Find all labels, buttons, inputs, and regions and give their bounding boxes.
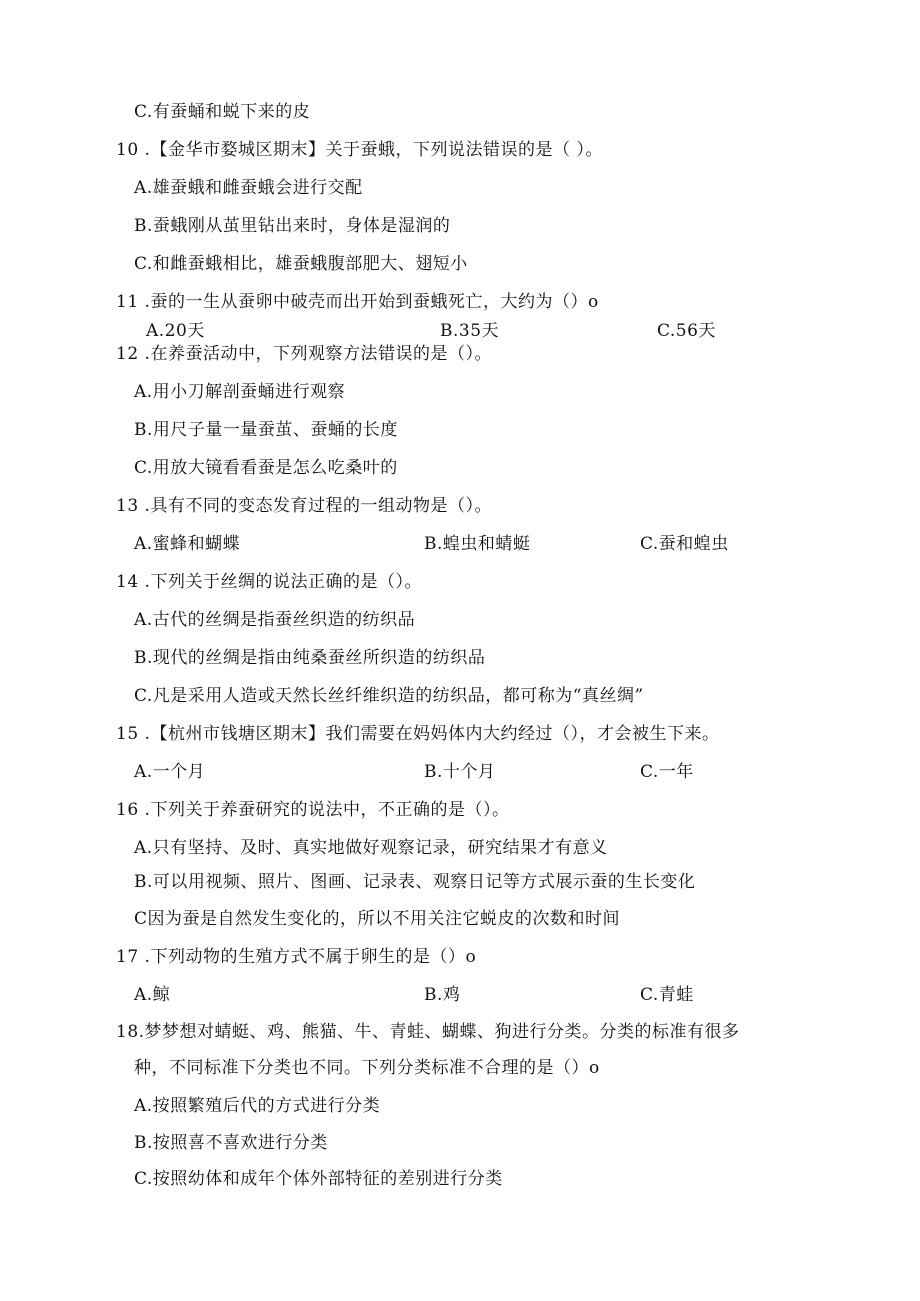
q10-option-c: C.和雌蚕蛾相比，雄蚕蛾腹部肥大、翅短小 xyxy=(134,254,468,274)
q15-option-a: A.一个月 xyxy=(134,762,206,782)
question-18-line-1: 18.梦梦想对蜻蜓、鸡、熊猫、牛、青蛙、蝴蝶、狗进行分类。分类的标准有很多 xyxy=(116,1022,740,1042)
q11-option-a: A.20天 xyxy=(146,321,205,341)
q13-option-c: C.蚕和蝗虫 xyxy=(640,534,729,554)
q15-option-c: C.一年 xyxy=(640,762,694,782)
question-10: 10 .【金华市婺城区期末】关于蚕蛾，下列说法错误的是（ ）。 xyxy=(116,140,603,160)
q17-option-b: B.鸡 xyxy=(424,985,461,1005)
question-18-line-2: 种，不同标准下分类也不同。下列分类标准不合理的是（）o xyxy=(134,1058,600,1078)
question-13: 13 .具有不同的变态发育过程的一组动物是（）。 xyxy=(116,496,492,516)
question-17: 17 .下列动物的生殖方式不属于卵生的是（）o xyxy=(116,947,477,967)
q18-option-b: B.按照喜不喜欢进行分类 xyxy=(134,1133,328,1153)
question-16: 16 .下列关于养蚕研究的说法中，不正确的是（）。 xyxy=(116,800,510,820)
q18-option-c: C.按照幼体和成年个体外部特征的差别进行分类 xyxy=(134,1169,503,1189)
q10-option-b: B.蚕蛾刚从茧里钻出来时，身体是湿润的 xyxy=(134,216,451,236)
q13-option-b: B.蝗虫和蜻蜓 xyxy=(424,534,531,554)
q12-option-a: A.用小刀解剖蚕蛹进行观察 xyxy=(134,382,346,402)
q11-option-c: C.56天 xyxy=(657,321,716,341)
q16-option-b: B.可以用视频、照片、图画、记录表、观察日记等方式展示蚕的生长变化 xyxy=(134,872,696,892)
q10-option-a: A.雄蚕蛾和雌蚕蛾会进行交配 xyxy=(134,178,363,198)
question-15: 15 .【杭州市钱塘区期末】我们需要在妈妈体内大约经过（），才会被生下来。 xyxy=(116,724,720,744)
q12-option-c: C.用放大镜看看蚕是怎么吃桑叶的 xyxy=(134,458,398,478)
q13-option-a: A.蜜蜂和蝴蝶 xyxy=(134,534,241,554)
question-14: 14 .下列关于丝绸的说法正确的是（）。 xyxy=(116,572,422,592)
q17-option-c: C.青蛙 xyxy=(640,985,694,1005)
question-12: 12 .在养蚕活动中，下列观察方法错误的是（）。 xyxy=(116,344,492,364)
q12-option-b: B.用尺子量一量蚕茧、蚕蛹的长度 xyxy=(134,420,398,440)
q9-option-c: C.有蚕蛹和蜕下来的皮 xyxy=(134,102,311,122)
question-11: 11 .蚕的一生从蚕卵中破壳而出开始到蚕蛾死亡，大约为（）o xyxy=(116,292,599,312)
q16-option-a: A.只有坚持、及时、真实地做好观察记录，研究结果才有意义 xyxy=(134,838,608,858)
q16-option-c: C因为蚕是自然发生变化的，所以不用关注它蜕皮的次数和时间 xyxy=(134,909,621,929)
q18-option-a: A.按照繁殖后代的方式进行分类 xyxy=(134,1096,381,1116)
q14-option-c: C.凡是采用人造或天然长丝纤维织造的纺织品，都可称为“真丝绸” xyxy=(134,686,644,706)
q17-option-a: A.鲸 xyxy=(134,985,171,1005)
q14-option-b: B.现代的丝绸是指由纯桑蚕丝所织造的纺织品 xyxy=(134,648,486,668)
q15-option-b: B.十个月 xyxy=(424,762,496,782)
q14-option-a: A.古代的丝绸是指蚕丝织造的纺织品 xyxy=(134,610,416,630)
q11-option-b: B.35天 xyxy=(440,321,500,341)
